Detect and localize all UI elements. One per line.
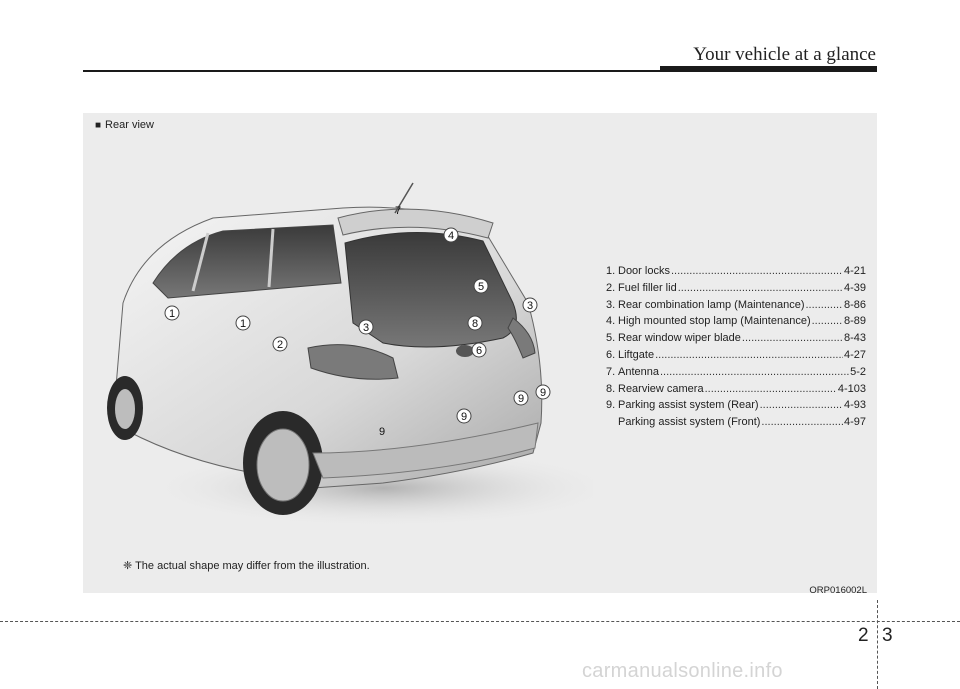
item-page-ref: 4-39 xyxy=(843,281,866,294)
parts-list-item xyxy=(606,280,866,297)
page-number: 3 xyxy=(882,625,893,646)
svg-text:8: 8 xyxy=(472,318,479,330)
illustration-footnote: ❈ The actual shape may differ from the illustration. xyxy=(123,560,370,572)
svg-text:9: 9 xyxy=(540,387,547,399)
dot-leader xyxy=(705,381,837,398)
parts-list-item xyxy=(606,381,866,398)
callout-1a xyxy=(165,306,179,320)
callout-9d xyxy=(536,385,550,399)
item-name: Parking assist system (Front) xyxy=(618,416,761,429)
item-name: Rearview camera xyxy=(618,382,704,395)
svg-text:2: 2 xyxy=(277,339,284,351)
item-page-ref: 5-2 xyxy=(850,365,866,378)
item-number: 5. xyxy=(606,332,616,345)
dot-leader xyxy=(760,397,843,414)
callout-6 xyxy=(472,343,486,357)
item-number: 6. xyxy=(606,348,616,361)
item-page-ref: 8-89 xyxy=(843,315,866,328)
item-name: Rear window wiper blade xyxy=(618,332,741,345)
callout-4 xyxy=(444,228,458,242)
dot-leader xyxy=(805,297,842,314)
dot-leader xyxy=(660,364,849,381)
image-code: ORP016002L xyxy=(809,585,867,596)
item-page-ref: 8-86 xyxy=(843,298,866,311)
callout-2 xyxy=(273,337,287,351)
dot-leader xyxy=(678,280,843,297)
item-name: Parking assist system (Rear) xyxy=(618,399,759,412)
item-page-ref: 4-103 xyxy=(837,382,866,395)
item-number: 1. xyxy=(606,265,616,277)
item-page-ref: 4-21 xyxy=(843,265,866,277)
item-number: 2. xyxy=(606,281,616,294)
svg-text:3: 3 xyxy=(527,300,534,312)
header-title: Your vehicle at a glance xyxy=(693,44,876,65)
svg-text:1: 1 xyxy=(240,318,247,330)
item-name: Antenna xyxy=(618,365,659,378)
item-name: High mounted stop lamp (Maintenance) xyxy=(618,315,811,328)
item-page-ref: 4-97 xyxy=(843,416,866,429)
callout-9b xyxy=(457,409,471,423)
item-number: 8. xyxy=(606,382,616,395)
figure-panel xyxy=(83,113,877,596)
section-label xyxy=(95,119,154,131)
item-page-ref: 4-93 xyxy=(843,399,866,412)
callout-5 xyxy=(474,279,488,293)
parts-list-item xyxy=(606,297,866,314)
svg-text:4: 4 xyxy=(448,230,455,242)
watermark: carmanualsonline.info xyxy=(582,660,783,682)
brand-logo xyxy=(456,345,474,357)
svg-text:1: 1 xyxy=(169,308,176,320)
item-number: 9. xyxy=(606,399,616,412)
callout-1b xyxy=(236,316,250,330)
svg-text:5: 5 xyxy=(478,281,485,293)
callout-3b xyxy=(523,298,537,312)
callout-3a xyxy=(359,320,373,334)
item-page-ref: 8-43 xyxy=(843,332,866,345)
dot-leader xyxy=(761,414,843,431)
dot-leader xyxy=(671,263,843,280)
parts-list-item xyxy=(606,347,866,364)
parts-list-item xyxy=(606,263,866,280)
bullet-icon: ■ xyxy=(95,120,102,131)
chapter-number: 2 xyxy=(858,625,869,646)
svg-text:7: 7 xyxy=(395,205,402,217)
dot-leader xyxy=(655,347,843,364)
parts-list-item xyxy=(606,313,866,330)
parts-list-item xyxy=(606,397,866,414)
section-label-text: Rear view xyxy=(105,119,154,131)
header-rule-accent xyxy=(660,66,877,72)
svg-text:9: 9 xyxy=(461,411,468,423)
parts-list-item xyxy=(606,364,866,381)
dot-leader xyxy=(742,330,843,347)
svg-text:9: 9 xyxy=(379,426,386,438)
item-name: Rear combination lamp (Maintenance) xyxy=(618,298,805,311)
parts-list-item xyxy=(606,414,866,431)
footer-rule xyxy=(0,621,960,622)
item-name: Fuel filler lid xyxy=(618,281,677,294)
item-number: 4. xyxy=(606,315,616,328)
parts-list-item xyxy=(606,330,866,347)
callout-8 xyxy=(468,316,482,330)
car-rear-illustration xyxy=(83,153,593,563)
callout-9c xyxy=(514,391,528,405)
callout-7 xyxy=(395,205,401,217)
svg-text:6: 6 xyxy=(476,345,483,357)
svg-text:9: 9 xyxy=(518,393,525,405)
callout-9a xyxy=(379,426,385,438)
svg-text:3: 3 xyxy=(363,322,370,334)
page-divider xyxy=(877,600,878,689)
item-number: 3. xyxy=(606,298,616,311)
item-page-ref: 4-27 xyxy=(843,348,866,361)
item-name: Liftgate xyxy=(618,348,655,361)
item-number: 7. xyxy=(606,365,616,378)
item-name: Door locks xyxy=(618,265,670,277)
dot-leader xyxy=(812,313,843,330)
parts-list xyxy=(606,263,866,431)
